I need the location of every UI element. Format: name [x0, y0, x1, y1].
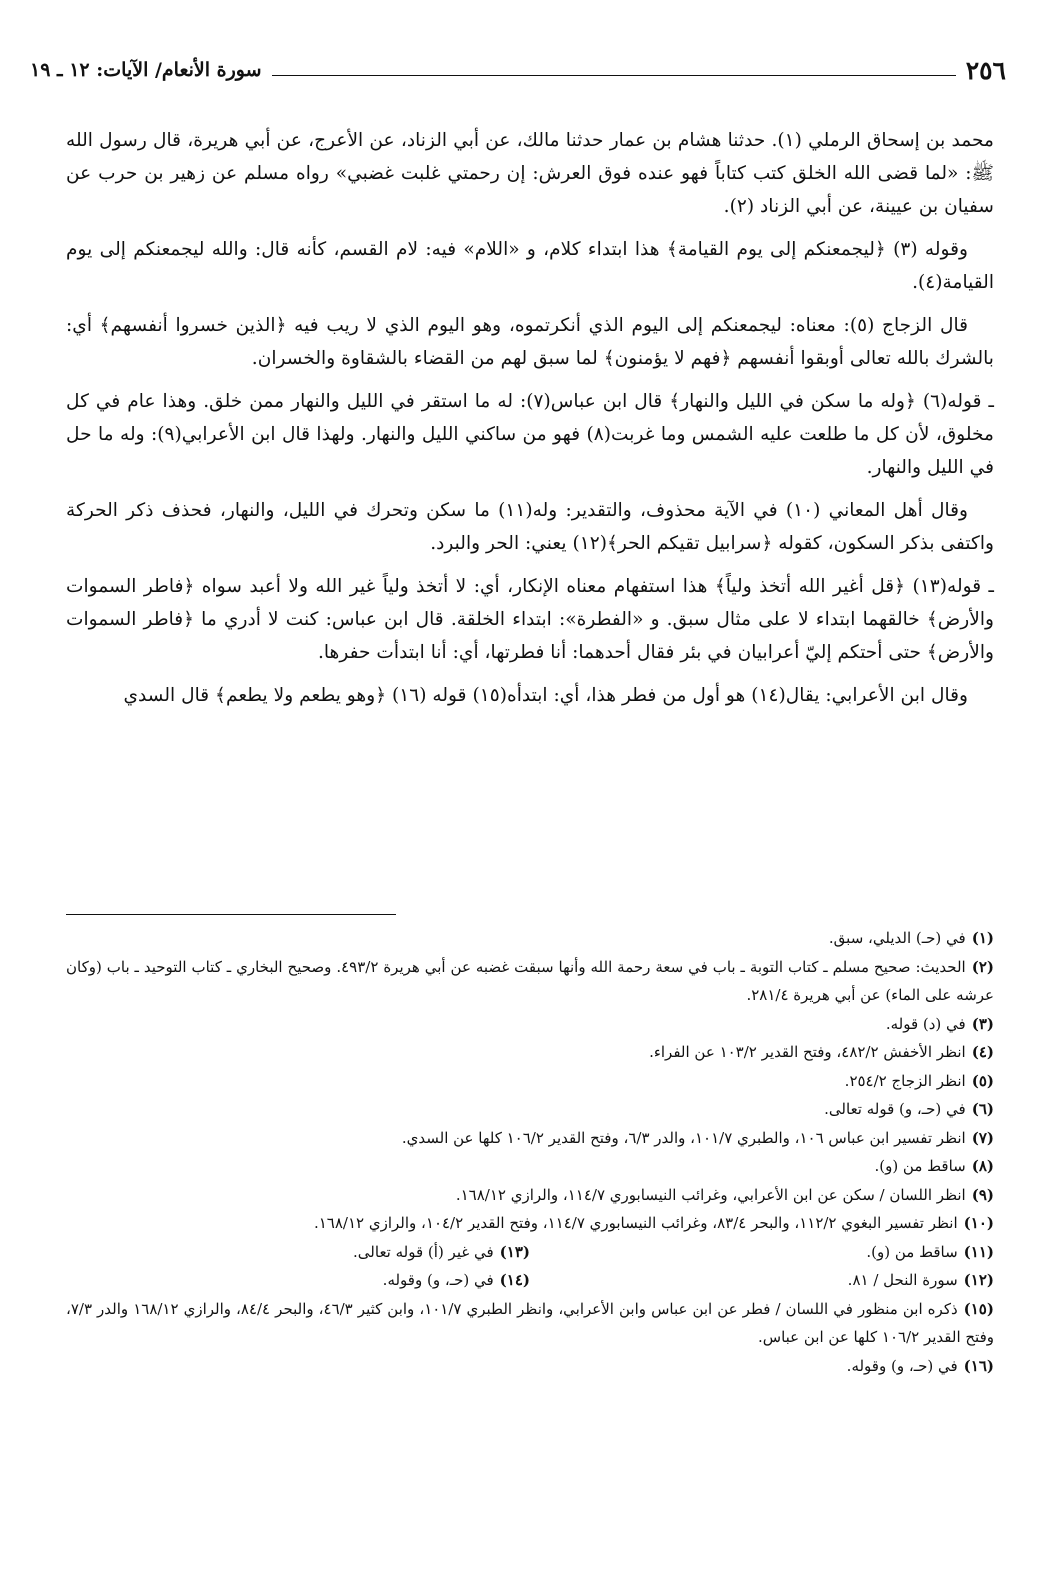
footnote-number: (٨) — [971, 1157, 994, 1175]
paragraph: وقوله (٣) ﴿ليجمعنكم إلى يوم القيامة﴾ هذا ابتداء كلام، و «اللام» فيه: لام القسم، كأنه قال: والله ليجمعنكم إلى يوم القيامة(٤). — [66, 239, 994, 293]
footnote-pair-row — [66, 1266, 994, 1295]
footnote-number: (١٥) — [963, 1299, 994, 1318]
paragraph: ـ قوله(١٣) ﴿قل أغير الله أتخذ ولياً﴾ هذا استفهام معناه الإنكار، أي: لا أتخذ ولياً غير الله ولا أعبد سواه ﴿فاطر السموات والأرض﴾ خالقهما ابتداء لا على مثال سبق. و «الفطرة»: ابتداء الخلقة. قال ابن عباس: كنت لا أدري ما ﴿فاطر السموات والأرض﴾ حتى أحتكم إليّ أعرابيان في بئر فقال أحدهما: أنا فطرتها، أي: أنا ابتدأت حفرها. — [66, 576, 994, 663]
footnote-number: (٢) — [971, 957, 995, 976]
footnote — [66, 1295, 994, 1352]
footnote — [66, 1038, 994, 1067]
footnote — [530, 1238, 994, 1267]
main-text — [66, 124, 994, 722]
running-title: سورة الأنعام/ الآيات: ١٢ ـ ١٩ — [30, 59, 262, 81]
paragraph: محمد بن إسحاق الرملي (١). حدثنا هشام بن عمار حدثنا مالك، عن أبي الزناد، عن الأعرج، عن أبي هريرة، قال رسول الله ﷺ: «لما قضى الله الخلق كتب كتاباً فهو عنده فوق العرش: إن رحمتي غلبت غضبي» رواه مسلم عن زهير بن حرب عن سفيان بن عيينة، عن أبي الزناد (٢). — [66, 130, 994, 217]
footnote-text: سورة النحل / ٨١. — [847, 1271, 958, 1289]
footnote — [66, 1181, 994, 1210]
footnote — [530, 1266, 994, 1295]
footnote-text: انظر تفسير ابن عباس ١٠٦، والطبري ١٠١/٧، والدر ٦/٣، وفتح القدير ١٠٦/٢ كلها عن السدي. — [401, 1128, 966, 1147]
paragraph: وقال أهل المعاني (١٠) في الآية محذوف، والتقدير: وله(١١) ما سكن وتحرك في الليل، والنهار، فحذف ذكر الحركة واكتفى بذكر السكون، كقوله ﴿سرابيل تقيكم الحر﴾(١٢) يعني: الحر والبرد. — [66, 500, 994, 554]
footnote-text: انظر الزجاج ٢٥٤/٢. — [844, 1071, 966, 1090]
paragraph: ـ قوله(٦) ﴿وله ما سكن في الليل والنهار﴾ قال ابن عباس(٧): له ما استقر في الليل والنهار ممن خلق. وهذا عام في كل مخلوق، لأن كل ما طلعت عليه الشمس وما غربت(٨) فهو من ساكني الليل والنهار. ولهذا قال ابن الأعرابي(٩): وله ما حل في الليل والنهار. — [66, 391, 994, 478]
footnote-text: في (حـ، و) قوله تعالى. — [824, 1100, 966, 1118]
footnote-separator — [66, 914, 396, 915]
footnote-text: الحديث: صحيح مسلم ـ كتاب التوبة ـ باب في سعة رحمة الله وأنها سبقت غضبه عن أبي هريرة ٤٩٣/٢. وصحيح البخاري ـ كتاب التوحيد ـ باب (وكان عرشه على الماء) عن أبي هريرة ٢٨١/٤. — [66, 957, 994, 1004]
footnote-text: ذكره ابن منظور في اللسان / فطر عن ابن عباس وابن الأعرابي، وانظر الطبري ١٠١/٧، وابن كثير ٤٦/٣، والبحر ٨٤/٤، والرازي ١٦٨/١٢ والدر ٧/٣، وفتح القدير ١٠٦/٢ كلها عن ابن عباس. — [66, 1299, 994, 1346]
footnote — [66, 1067, 994, 1096]
footnote-number: (٥) — [971, 1071, 994, 1090]
footnote-text: انظر تفسير البغوي ١١٢/٢، والبحر ٨٣/٤، وغرائب النيسابوري ١١٤/٧، وفتح القدير ١٠٤/٢، والرازي ١٦٨/١٢. — [313, 1214, 958, 1232]
footnote — [66, 953, 994, 1010]
footnote-text: ساقط من (و). — [866, 1242, 958, 1261]
header-rule — [272, 75, 956, 76]
page-header — [30, 52, 1006, 88]
footnote-text: في (حـ، و) وقوله. — [846, 1356, 958, 1375]
footnote-text: في (حـ، و) وقوله. — [382, 1271, 494, 1289]
footnote-text: في (د) قوله. — [885, 1014, 966, 1033]
footnote-number: (١٤) — [499, 1271, 530, 1289]
footnote-text: انظر الأخفش ٤٨٢/٢، وفتح القدير ١٠٣/٢ عن الفراء. — [649, 1043, 966, 1061]
footnote — [66, 1152, 994, 1181]
footnote-number: (١٢) — [963, 1271, 994, 1289]
footnote-text: في غير (أ) قوله تعالى. — [353, 1242, 494, 1261]
paragraph: قال الزجاج (٥): معناه: ليجمعنكم إلى اليوم الذي أنكرتموه، وهو اليوم الذي لا ريب فيه ﴿الذين خسروا أنفسهم﴾ أي: بالشرك بالله تعالى أوبقوا أنفسهم ﴿فهم لا يؤمنون﴾ لما سبق لهم من القضاء بالشقاوة والخسران. — [66, 315, 994, 369]
footnote — [66, 924, 994, 953]
footnote — [66, 1209, 994, 1238]
footnote-number: (١١) — [963, 1242, 994, 1261]
footnote — [66, 1238, 530, 1267]
footnote — [66, 1266, 530, 1295]
footnote-text: ساقط من (و). — [874, 1157, 966, 1175]
footnote-number: (١٦) — [963, 1356, 994, 1375]
footnote-text: انظر اللسان / سكن عن ابن الأعرابي، وغرائب النيسابوري ١١٤/٧، والرازي ١٦٨/١٢. — [455, 1185, 966, 1204]
paragraph: وقال ابن الأعرابي: يقال(١٤) هو أول من فطر هذا، أي: ابتدأه(١٥) قوله (١٦) ﴿وهو يطعم ولا يطعم﴾ قال السدي — [123, 685, 968, 706]
footnotes — [66, 924, 994, 1380]
footnote-pair-row — [66, 1238, 994, 1267]
footnote-number: (٤) — [971, 1043, 994, 1061]
page-number: ٢٥٦ — [965, 55, 1006, 85]
footnote-number: (٩) — [971, 1185, 994, 1204]
footnote-number: (١٣) — [499, 1242, 530, 1261]
footnote-number: (٦) — [971, 1100, 994, 1118]
footnote-number: (٣) — [971, 1014, 994, 1033]
footnote — [66, 1095, 994, 1124]
footnote-number: (٧) — [971, 1128, 994, 1147]
footnote-text: في (حـ) الديلي، سبق. — [828, 929, 966, 947]
footnote — [66, 1352, 994, 1381]
footnote — [66, 1124, 994, 1153]
footnote-number: (١) — [971, 929, 994, 947]
footnote-number: (١٠) — [963, 1214, 994, 1232]
footnote — [66, 1010, 994, 1039]
